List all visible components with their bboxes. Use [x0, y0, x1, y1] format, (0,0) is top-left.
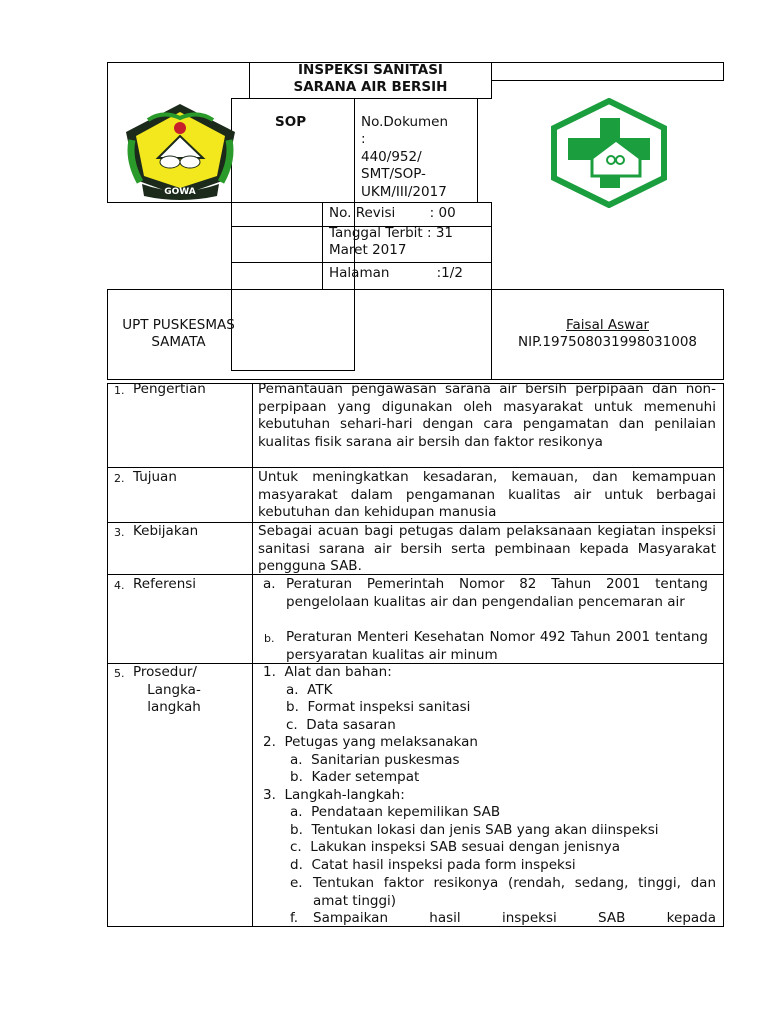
- no-revisi: No. Revisi : 00: [329, 205, 456, 221]
- section-4-number: 4.: [114, 579, 125, 592]
- prosedur-item-3e-marker: e.: [290, 875, 303, 891]
- doc-title-line1: INSPEKSI SANITASI: [298, 62, 443, 78]
- prosedur-item-3c: c. Lakukan inspeksi SAB sesuai dengan jenisnya: [290, 839, 621, 855]
- signer-name: Faisal Aswar: [565, 317, 650, 333]
- halaman: Halaman :1/2: [329, 265, 463, 281]
- tanggal-terbit-line2: Maret 2017: [329, 242, 407, 258]
- org-name-line2: SAMATA: [151, 334, 206, 350]
- no-dokumen-value-1: 440/952/: [361, 149, 422, 165]
- sop-label: SOP: [275, 114, 307, 130]
- section-5-label-line2: Langka-: [147, 682, 201, 698]
- referensi-a-marker: a.: [263, 576, 276, 592]
- org-name-line1: UPT PUSKESMAS: [122, 317, 235, 333]
- prosedur-item-3e: Tentukan faktor resikonya (rendah, sedang, tinggi, dan amat tinggi): [313, 875, 716, 909]
- section-5-number: 5.: [114, 667, 125, 680]
- section-4-label: Referensi: [133, 576, 197, 592]
- prosedur-item-1a: a. ATK: [286, 682, 333, 698]
- prosedur-item-1b: b. Format inspeksi sanitasi: [286, 699, 471, 715]
- no-dokumen-label: No.Dokumen: [361, 114, 449, 130]
- section-3-label: Kebijakan: [133, 523, 199, 539]
- doc-title-line2: SARANA AIR BERSIH: [293, 79, 448, 95]
- prosedur-item-3b: b. Tentukan lokasi dan jenis SAB yang akan diinspeksi: [290, 822, 659, 838]
- prosedur-item-2b: b. Kader setempat: [290, 769, 420, 785]
- section-2-label: Tujuan: [133, 469, 177, 485]
- section-5-label-line1: Prosedur/: [133, 664, 197, 680]
- gowa-crest-logo: [118, 100, 243, 200]
- prosedur-item-3d: d. Catat hasil inspeksi pada form inspeksi: [290, 857, 576, 873]
- referensi-b-text: Peraturan Menteri Kesehatan Nomor 492 Tahun 2001 tentang persyaratan kualitas air minum: [286, 629, 708, 663]
- section-2-text: Untuk meningkatkan kesadaran, kemauan, dan kemampuan masyarakat dalam pengamanan kualitas air untuk berbagai kebutuhan dan kehidupan manusia: [258, 469, 716, 520]
- prosedur-item-1c: c. Data sasaran: [286, 717, 396, 733]
- no-dokumen-colon: :: [361, 131, 366, 147]
- section-3-number: 3.: [114, 526, 125, 539]
- tanggal-terbit-line1: Tanggal Terbit : 31: [329, 225, 454, 241]
- section-1-text: Pemantauan pengawasan sarana air bersih perpipaan dan non-perpipaan yang digunakan oleh masyarakat untuk memenuhi kebutuhan sehari-hari dengan cara pengamatan dan penilaian kualitas fisik sarana air bersih dan faktor resikonya: [258, 381, 716, 450]
- svg-text:GOWA: GOWA: [164, 187, 196, 197]
- prosedur-item-3: 3. Langkah-langkah:: [263, 787, 405, 803]
- prosedur-item-3a: a. Pendataan kepemilikan SAB: [290, 804, 501, 820]
- prosedur-item-3f: Sampaikan hasil inspeksi SAB kepada: [313, 910, 716, 926]
- section-1-number: 1.: [114, 384, 125, 397]
- prosedur-item-3f-marker: f.: [290, 910, 299, 926]
- section-5-label-line3: langkah: [147, 699, 201, 715]
- prosedur-item-1: 1. Alat dan bahan:: [263, 664, 392, 680]
- referensi-b-marker: b.: [264, 632, 275, 645]
- prosedur-item-2: 2. Petugas yang melaksanakan: [263, 734, 478, 750]
- referensi-a-text: Peraturan Pemerintah Nomor 82 Tahun 2001 tentang pengelolaan kualitas air dan pengendalian pencemaran air: [286, 576, 708, 610]
- prosedur-item-2a: a. Sanitarian puskesmas: [290, 752, 460, 768]
- no-dokumen-value-2: SMT/SOP-: [361, 166, 426, 182]
- section-3-text: Sebagai acuan bagi petugas dalam pelaksanaan kegiatan inspeksi sanitasi sarana air bersih serta pembinaan kepada Masyarakat pengguna SAB.: [258, 523, 716, 574]
- section-2-number: 2.: [114, 472, 125, 485]
- signer-nip: NIP.197508031998031008: [517, 334, 697, 350]
- puskesmas-logo: [548, 98, 670, 208]
- no-dokumen-value-3: UKM/III/2017: [361, 184, 447, 200]
- section-1-label: Pengertian: [133, 381, 206, 397]
